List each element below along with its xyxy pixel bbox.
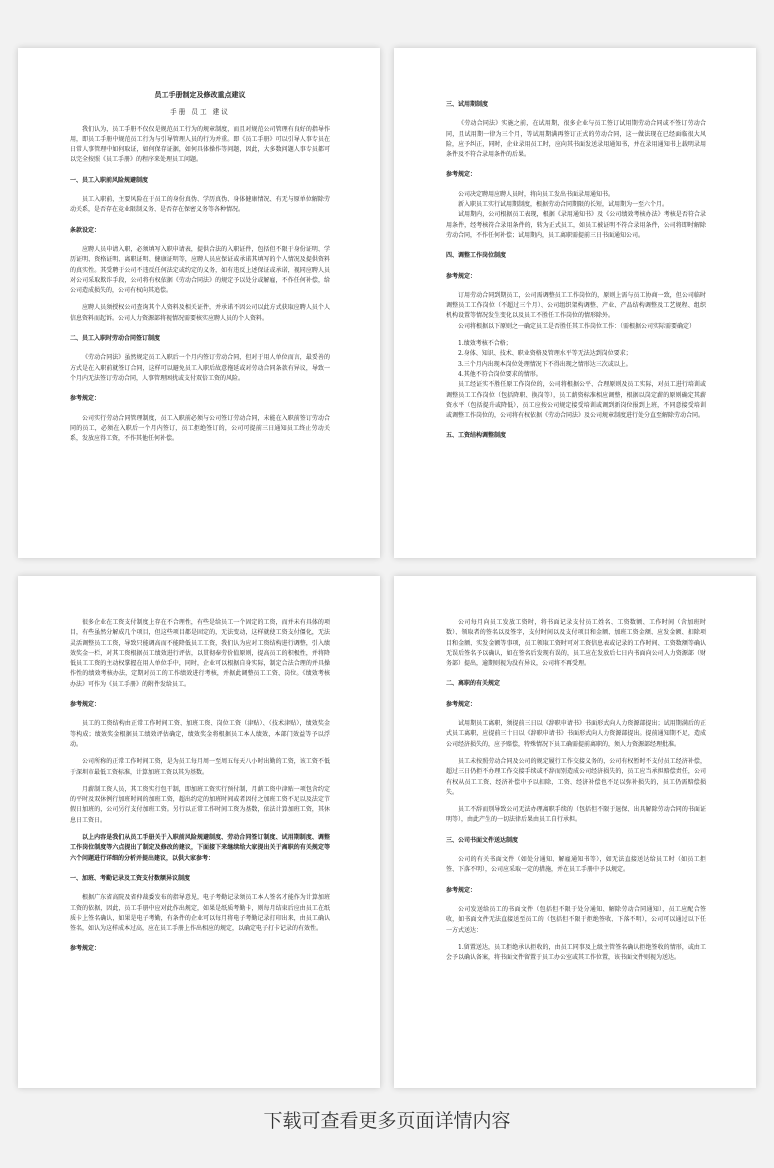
document-page-3 <box>18 576 380 1088</box>
section-heading: 参考规定： <box>446 700 477 708</box>
paragraph: 公司所称的正常工作时间工资，是为员工每月周一至周五每天八小时出勤的工资，该工资不低于深圳市最低工资标准，计算加班工资以其为基数。 <box>70 758 330 776</box>
paragraph: 公司发送给员工的书面文件（包括但不限于处分通知、解除劳动合同通知），员工应配合签收，如书面文件无法直接送至员工的（包括但不限于拒绝签收、下落不明），公司可以通过以下任一方式送达： <box>446 905 706 934</box>
paragraph: 月薪制工资人员，其工资实行包干制，即加班工资实行预付制，月薪工资中津贴一项包含约定的平时及双休例行加班时间的加班工资，超出约定的加班时间或者因付之加班工资不足以及法定节假日加班的，公司另行支付加班工资。另行以正常工作时间工资为基数，依法计算加班工资，其休息日工资日。 <box>70 785 330 824</box>
document-page-2 <box>394 48 756 558</box>
paragraph: 《劳动合同法》实施之前，在试用期，很多企业与员工签订试用期劳动合同或不签订劳动合同，且试用期一律为三个月，等试用期满再签订正式的劳动合同，这一做法现在已经面临很大风险，应予纠正，同时，企业录用员工时，应向其书面发送录用通知书，并在录用通知书上载明录用条件及不符合录用条件的后果。 <box>446 120 706 159</box>
list-item: 1.绩效考核不合格； <box>458 340 512 348</box>
list-item: 4.其他不符合岗位要求的情形。 <box>458 370 542 378</box>
section-heading: 参考规定： <box>70 395 101 403</box>
section-heading: 五、工资结构调整制度 <box>446 432 507 440</box>
paragraph: 公司将根据以下原则之一确定员工是否胜任其工作岗位工作：（需根据公司实际需要确定） <box>458 322 696 330</box>
paragraph: 《劳动合同法》虽然规定员工入职后一个月内签订劳动合同，但对于用人单位而言，最妥善的方式是在入职前就签订合同，这样可以避免员工入职后故意拖延或对劳动合同条款有异议，导致一个月内无法签订劳动合同，人事管理困扰或支付双倍工资的风险。 <box>70 354 330 382</box>
paragraph: 试用期内，公司根据员工表现，根据《录用通知书》及《公司绩效考核办法》考核是否符合录用条件，经考核符合录用条件的，转为正式员工，如员工被证明不符合录用条件，公司将即时解除劳动合同，不作任何补偿；试用期内，员工离职需提前三日书面通知公司。 <box>446 211 706 239</box>
paragraph: 应聘人员申请入职，必须填写入职申请表，提供合法的入职证件，包括但不限于身份证明、学历证明、资格证明、离职证明、健康证明等，应聘人员应保证或承诺其填写的个人情况及提供资料的真实性。其受聘于公司不违反任何法定或约定的义务，如有违反上述保证或承诺，视同应聘人员对公司采取欺诈手段，公司将有权依据《劳动合同法》的规定予以处分或解雇，不作任何补偿，给公司造成损失的，公司有权向其追偿。 <box>70 245 330 295</box>
paragraph: 公司的有关书面文件（如处分通知、解雇通知书等），如无法直接送达给员工时（如员工拒签、下落不明），公司应采取一定的措施，并在员工手册中予以规定。 <box>446 856 706 874</box>
section-heading: 参考规定： <box>446 886 477 894</box>
paragraph: 应聘人员须授权公司查询其个人资料及相关证件，并承诺不因公司以此方式获取应聘人员个人信息资料而起诉。公司人力资源部将视情况需要核实应聘人员的个人资料。 <box>70 304 330 322</box>
paragraph: 公司实行劳动合同管理制度，员工入职前必须与公司签订劳动合同，未能在入职前签订劳动合同的员工，必须在入职后一个月内签订，员工拒绝签订的，公司可提前三日通知员工终止劳动关系，发放应得工资，不作其他任何补偿。 <box>70 414 330 443</box>
paragraph: 员工的工资结构由正常工作时间工资、加班工资、岗位工资（津贴）、（技术津贴），绩效奖金等构成；绩效奖金根据员工绩效评估确定，绩效奖金将根据员工本人绩效，本部门效益等予以浮动。 <box>70 720 330 748</box>
document-keywords: 手册 员工 建议 <box>170 108 230 117</box>
paragraph: 试用期员工离职，须提前三日以《辞职申请书》书面形式向人力资源部提出；试用期满后的正式员工离职，应提前三十日以《辞职申请书》书面形式向人力资源部提出。提前通知期不足，造成公司经济损失的，应予赔偿，特殊情况下员工确需提前离职的，须人力资源部经理批准。 <box>446 720 706 748</box>
paragraph: 根据广东省高院及省仲裁委发布的指导意见，电子考勤记录须员工本人签名才能作为计算加班工资的依据，因此，员工手册中应对此作出规定，如果是纸质考勤卡，则每月结束后应由员工在纸质卡上签名确认，如果是电子考勤，有条件的企业可以每月将电子考勤记录打印出来，由员工确认签名，如认为这样成本过高，应在员工手册上作出相应的规定，以确定电子打卡记录的有效性。 <box>70 894 330 933</box>
paragraph: 我们认为，员工手册不仅仅是规范员工行为的规章制度，而且对规范公司管理有良好的指导作用，即员工手册中规范员工行为与引导管理人员的行为并重。即《员工手册》可以引导人事专员在日常人事管理中如何取证，如何保存证据，如何具体操作等问题，因此，大多数问题人事专员都可以完全按照《员工手册》的程序来处理员工问题。 <box>70 125 330 164</box>
paragraph: 很多企业在工资支付制度上存在不合理性，有些是给员工一个固定的工资，而并未有具体的项目，有些虽然分解成几个项目，但这些项目都是固定的，无法变动，这样就使工资支付僵化，无法灵活调整员工工资，导致只能调高而不能降低员工工资，我们认为应对工资结构进行调整，引入绩效奖金一栏，对其工资根据员工绩效进行评估，以贯彻奉劳价值原则，提高员工的积极性，并将降低员工工资的主动权掌握在用人单位手中，同时，企业可以根据自身实际，制定合法合理的并具操作性的绩效考核办法，定期对员工的工作绩效进行考核，并据此调整员工工资、岗位。《绩效考核办法》可作为《员工手册》的附件发给员工。 <box>70 619 330 688</box>
paragraph: 公司每月向员工发放工资时，将书面记录支付员工姓名、工资数额、工作时间（含加班时数）、领取者的签名以及签字，支付时间以及支付项目和金额、加班工资金额、应发金额、扣除项目和金额、实发金额等事项，员工领取工资时可对工资信息表或记录的工作时间、工资数额等确认无误后签名予以确认，如在签名后发现有误的，员工应在发放后七日内书面向公司人力资源部（财务部）提出，逾期则视为没有异议，公司将不再受理。 <box>446 619 706 668</box>
section-heading: 条款设定： <box>70 226 101 234</box>
list-item: 3.三个月内出现本岗位处理情况下不得出现之情形达三次或以上。 <box>458 360 632 368</box>
section-heading: 四、调整工作岗位制度 <box>446 252 507 260</box>
section-heading: 三、公司书面文件送达制度 <box>446 836 519 844</box>
paragraph: 员工经证实不胜任原工作岗位的，公司将根据公平、合理原则及员工实际，对员工进行培训或调整员工工作岗位（包括降职、换岗等），员工薪资标准相应调整，根据以岗定薪的原则确定其薪资水平（包括提升或降低），员工应按公司规定接受培训或调到新岗位报到上班，不同意接受培训或调整工作岗位的，公司将有权依据《劳动合同法》及公司规章制度进行处分直至解除劳动合同。 <box>446 381 706 420</box>
paragraph: 订用劳动合同到期员工，公司需调整员工工作岗位的，原则上需与员工协商一致，但公司临时调整员工工作岗位（不超过三个月）、公司组织架构调整、产业、产品结构调整及工艺规程、组织机构设置等情况发生变化以及员工不胜任工作岗位的情形除外。 <box>446 291 706 320</box>
document-page-4 <box>394 576 756 1088</box>
paragraph: 1.留置送达，员工拒绝承认拒收的，由员工同事及上级主管签名确认拒绝签收的情形，或由工会予以确认备案，将书面文件留置于员工办公室或其工作位置，该书面文件则视为送达。 <box>446 943 706 962</box>
paragraph: 新入职员工实行试用期制度，根据劳动合同期限的长短，试用期为一至六个月。 <box>458 201 669 209</box>
section-heading: 参考规定： <box>446 171 477 179</box>
section-heading: 一、加班、考勤记录及工资支付数额异议制度 <box>70 874 191 882</box>
paragraph: 公司决定聘用应聘人员时，将向员工发出书面录用通知书。 <box>458 190 615 198</box>
download-more-caption: 下载可查看更多页面详情内容 <box>263 1110 511 1132</box>
document-page-1 <box>18 48 380 558</box>
document-title: 员工手册制定及修改重点建议 <box>154 90 246 99</box>
section-heading: 二、员工入职时劳动合同签订制度 <box>70 335 161 343</box>
list-item: 2.身体、知识、技术、职业资格及管理水平等无法达到岗位要求； <box>458 350 632 358</box>
section-heading: 二、离职的有关规定 <box>446 680 501 688</box>
paragraph: 员工不辞而别导致公司无法办理离职手续的（包括但不限于退保、出具解除劳动合同的书面证明等），由此产生的一切法律后果由员工自行承担。 <box>446 806 706 824</box>
summary-paragraph: 以上内容是我们从员工手册关于入职前风险规避制度、劳动合同签订制度、试用期制度、调整工作岗位制度等六点提出了制定及修改的建议，下面接下来继续给大家提出关于离职的有关规定等六个问题进行详细的分析并提出建议，以供大家参考： <box>70 834 330 862</box>
section-heading: 参考规定： <box>446 272 477 280</box>
section-heading: 三、试用期制度 <box>446 101 489 108</box>
section-heading: 参考规定： <box>70 701 101 709</box>
section-heading: 一、员工入职前风险规避制度 <box>70 176 149 184</box>
paragraph: 员工未按照劳动合同及公司的规定履行工作交接义务的，公司有权暂时不支付员工经济补偿，超过三日仍拒不办理工作交接手续或不辞而别造成公司经济损失的，员工应当承担赔偿责任，公司有权从员工工资、经济补偿中予以扣除，工资、经济补偿也不足以弥补损失的，员工仍需赔偿损失。 <box>446 757 706 796</box>
paragraph: 员工入职前，主要风险在于员工的身份真伪、学历真伪、身体健康情况、有无与原单位解除劳动关系，是否存在竞业限制义务、是否存在保密义务等各种情况。 <box>70 196 330 214</box>
section-heading: 参考规定： <box>70 945 101 953</box>
